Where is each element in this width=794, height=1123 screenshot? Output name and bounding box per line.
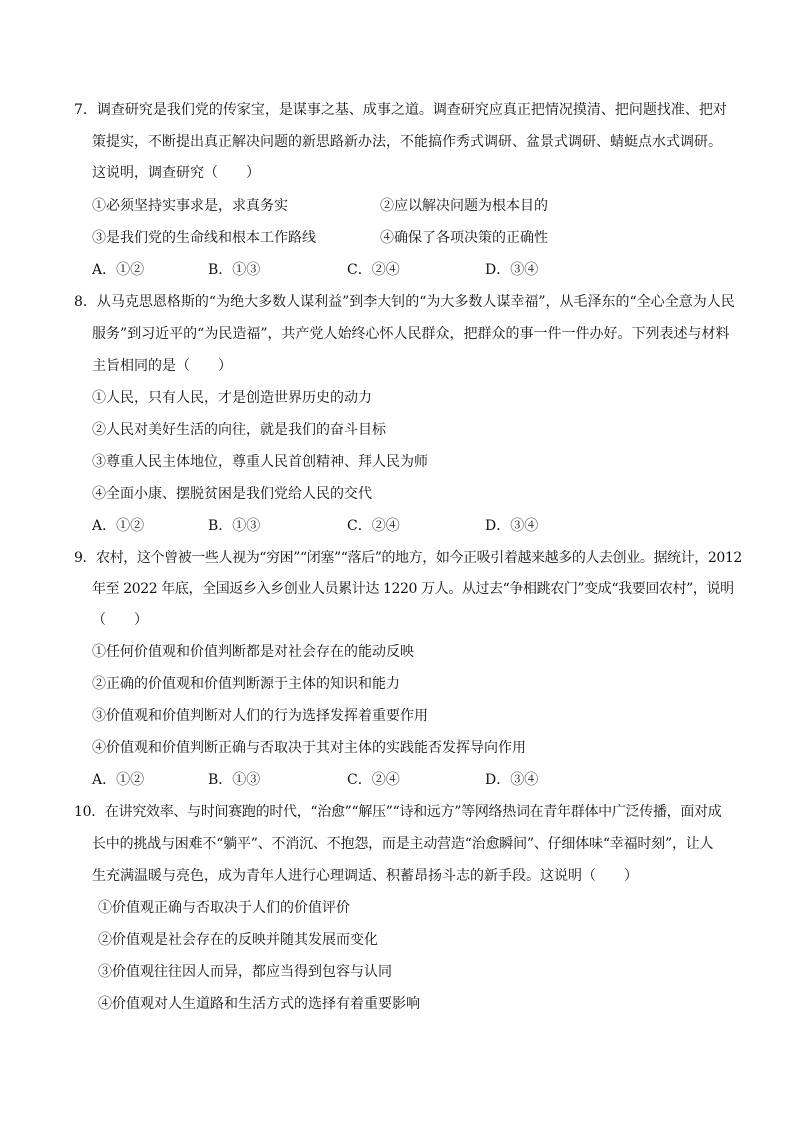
question-8-choice-a: A．①② bbox=[92, 518, 145, 534]
question-7-option-4: ④确保了各项决策的正确性 bbox=[380, 230, 548, 246]
question-7-choice-d: D．③④ bbox=[485, 262, 539, 278]
question-10-option-4: ④价值观对人生道路和生活方式的选择有着重要影响 bbox=[98, 996, 420, 1012]
question-8-stem-line-1: 8．从马克思恩格斯的“为绝大多数人谋利益”到李大钊的“为大多数人谋幸福”，从毛泽东的“全心全意为人民 bbox=[74, 294, 735, 310]
question-8-option-2: ②人民对美好生活的向往，就是我们的奋斗目标 bbox=[92, 422, 386, 438]
question-10-stem-line-3: 生充满温暖与亮色，成为青年人进行心理调适、积蓄昂扬斗志的新手段。这说明（ ） bbox=[92, 868, 638, 884]
question-7-choice-b: B．①③ bbox=[208, 262, 261, 278]
question-7-option-2: ②应以解决问题为根本目的 bbox=[380, 198, 548, 214]
question-7-option-3: ③是我们党的生命线和根本工作路线 bbox=[92, 230, 316, 246]
question-7-option-1: ①必须坚持实事求是，求真务实 bbox=[92, 198, 288, 214]
question-10-option-1: ①价值观正确与否取决于人们的价值评价 bbox=[98, 900, 350, 916]
question-9-option-2: ②正确的价值观和价值判断源于主体的知识和能力 bbox=[92, 676, 400, 692]
question-7-choice-a: A．①② bbox=[92, 262, 145, 278]
question-7-stem-line-3: 这说明，调查研究（ ） bbox=[92, 165, 260, 181]
question-9-option-4: ④价值观和价值判断正确与否取决于其对主体的实践能否发挥导向作用 bbox=[92, 740, 526, 756]
question-9-choice-d: D．③④ bbox=[485, 772, 539, 788]
question-9-stem-line-2: 年至 2022 年底，全国返乡入乡创业人员累计达 1220 万人。从过去“争相跳农门”变成“我要回农村”，说明 bbox=[92, 581, 734, 597]
question-9-option-3: ③价值观和价值判断对人们的行为选择发挥着重要作用 bbox=[92, 708, 428, 724]
question-8-option-4: ④全面小康、摆脱贫困是我们党给人民的交代 bbox=[92, 486, 372, 502]
question-9-stem-line-3: （ ） bbox=[92, 612, 148, 628]
question-9-stem-line-1: 9．农村，这个曾被一些人视为“穷困”“闭塞”“落后”的地方，如今正吸引着越来越多的人去创业。据统计，2012 bbox=[74, 550, 742, 566]
question-7-stem-line-1: 7．调查研究是我们党的传家宝，是谋事之基、成事之道。调查研究应真正把情况摸清、把问题找准、把对 bbox=[74, 102, 727, 118]
question-8-option-3: ③尊重人民主体地位，尊重人民首创精神、拜人民为师 bbox=[92, 454, 428, 470]
question-10-stem-line-1: 10．在讲究效率、与时间赛跑的时代，“治愈”“解压”“诗和远方”等网络热词在青年群体中广泛传播，面对成 bbox=[74, 804, 722, 820]
question-9-option-1: ①任何价值观和价值判断都是对社会存在的能动反映 bbox=[92, 644, 414, 660]
question-7-choice-c: C．②④ bbox=[347, 262, 400, 278]
question-7-stem-line-2: 策提实，不断提出真正解决问题的新思路新办法，不能搞作秀式调研、盆景式调研、蜻蜓点水式调研。 bbox=[92, 134, 722, 150]
question-10-option-3: ③价值观往往因人而异，都应当得到包容与认同 bbox=[98, 964, 392, 980]
question-8-choice-b: B．①③ bbox=[208, 518, 261, 534]
question-10-stem-line-2: 长中的挑战与困难不“躺平”、不消沉、不抱怨，而是主动营造“治愈瞬间”、仔细体味“幸福时刻”，让人 bbox=[92, 836, 714, 852]
question-8-choice-d: D．③④ bbox=[485, 518, 539, 534]
question-8-option-1: ①人民，只有人民，才是创造世界历史的动力 bbox=[92, 390, 372, 406]
question-8-stem-line-3: 主旨相同的是（ ） bbox=[92, 358, 232, 374]
question-10-option-2: ②价值观是社会存在的反映并随其发展而变化 bbox=[98, 932, 378, 948]
question-8-stem-line-2: 服务”到习近平的“为民造福”，共产党人始终心怀人民群众，把群众的事一件一件办好。下列表述与材料 bbox=[92, 326, 730, 342]
question-9-choice-b: B．①③ bbox=[208, 772, 261, 788]
question-9-choice-c: C．②④ bbox=[347, 772, 400, 788]
question-9-choice-a: A．①② bbox=[92, 772, 145, 788]
question-8-choice-c: C．②④ bbox=[347, 518, 400, 534]
